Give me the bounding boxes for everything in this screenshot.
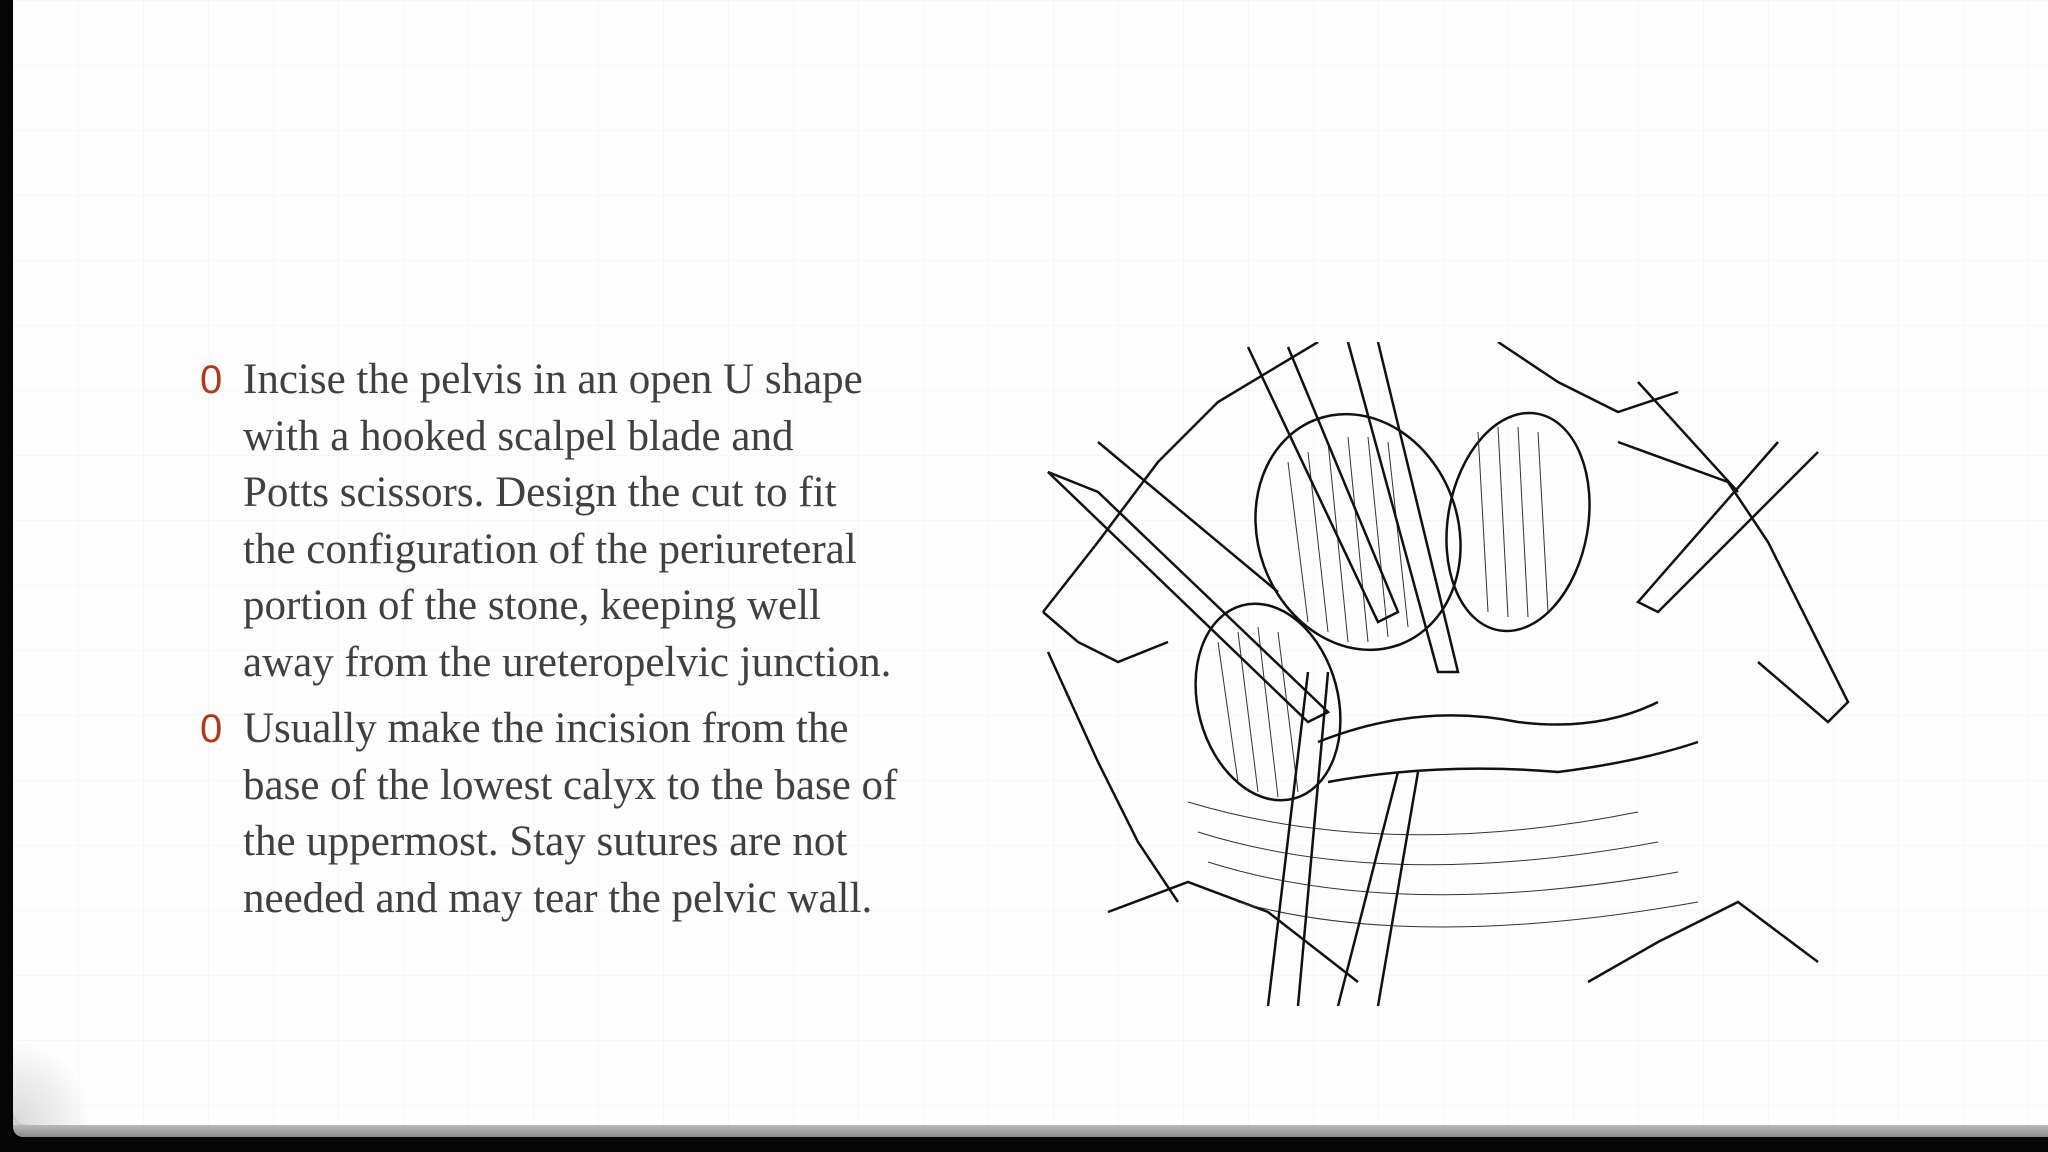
bullet-text-line: Potts scissors. Design the cut to fit [243, 469, 837, 516]
bullet-text-line: the uppermost. Stay sutures are not [243, 818, 848, 865]
hatching [1188, 427, 1698, 927]
wound-outline [1043, 342, 1848, 982]
bullet-text-line: Incise the pelvis in an open U shape [243, 356, 863, 403]
surgical-illustration [1038, 342, 1861, 1006]
slide-edge [13, 1125, 2048, 1137]
bullet-text-line: Usually make the incision from the [243, 705, 849, 752]
bullet-text-line: with a hooked scalpel blade and [243, 412, 794, 460]
bullet-item [200, 352, 897, 691]
bullet-text-line: the configuration of the periureteral [243, 525, 857, 573]
slide-shadow [13, 1040, 93, 1125]
bullet-text-line: away from the ureteropelvic junction. [243, 638, 892, 686]
bullet-marker: 0 [200, 358, 223, 402]
retractors [1048, 342, 1818, 1006]
bullet-text-line: portion of the stone, keeping well [243, 582, 821, 629]
bullet-marker: 0 [200, 707, 223, 751]
bullet-list [200, 352, 897, 937]
bullet-text-line: base of the lowest calyx to the base of [243, 761, 898, 809]
bullet-text-line: needed and may tear the pelvic wall. [243, 874, 873, 922]
bullet-item [200, 701, 897, 927]
